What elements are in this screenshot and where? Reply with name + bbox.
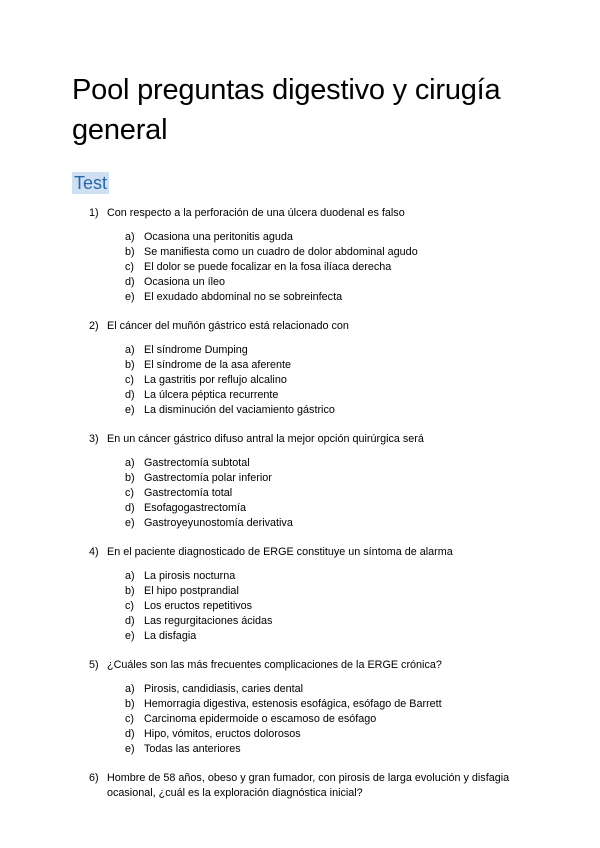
question-text: Con respecto a la perforación de una úlcera duodenal es falso [107, 207, 405, 219]
option-letter: b) [125, 359, 135, 371]
answer-option [107, 629, 560, 644]
option-letter: e) [125, 517, 135, 529]
option-text: Hemorragia digestiva, estenosis esofágica, esófago de Barrett [144, 698, 442, 710]
answer-option [107, 569, 560, 584]
answer-options [107, 343, 560, 418]
answer-option [107, 697, 560, 712]
answer-option [107, 388, 560, 403]
question-number: 6) [89, 772, 99, 784]
option-letter: d) [125, 389, 135, 401]
option-letter: e) [125, 743, 135, 755]
option-text: Hipo, vómitos, eructos dolorosos [144, 728, 301, 740]
question-number: 3) [89, 433, 99, 445]
answer-option [107, 245, 560, 260]
option-letter: c) [125, 374, 134, 386]
answer-option [107, 682, 560, 697]
option-letter: e) [125, 291, 135, 303]
question-list [72, 206, 560, 801]
answer-option [107, 516, 560, 531]
option-text: Se manifiesta como un cuadro de dolor abdominal agudo [144, 246, 418, 258]
option-letter: c) [125, 261, 134, 273]
answer-option [107, 403, 560, 418]
question-text: ¿Cuáles son las más frecuentes complicaciones de la ERGE crónica? [107, 659, 442, 671]
option-text: El dolor se puede focalizar en la fosa ilíaca derecha [144, 261, 392, 273]
answer-option [107, 486, 560, 501]
option-letter: d) [125, 728, 135, 740]
option-letter: b) [125, 246, 135, 258]
question-text: Hombre de 58 años, obeso y gran fumador, con pirosis de larga evolución y disfagia ocasional, ¿cuál es la exploración diagnóstica inicial? [107, 772, 510, 799]
option-text: El síndrome Dumping [144, 344, 248, 356]
option-letter: e) [125, 630, 135, 642]
option-text: El exudado abdominal no se sobreinfecta [144, 291, 343, 303]
option-text: Ocasiona una peritonitis aguda [144, 231, 293, 243]
question-text: En un cáncer gástrico difuso antral la mejor opción quirúrgica será [107, 433, 424, 445]
option-letter: a) [125, 344, 135, 356]
question-text: En el paciente diagnosticado de ERGE constituye un síntoma de alarma [107, 546, 453, 558]
document-title-line-2: general [72, 114, 168, 146]
answer-option [107, 727, 560, 742]
question-item [72, 771, 560, 801]
option-letter: d) [125, 502, 135, 514]
answer-option [107, 275, 560, 290]
option-text: Las regurgitaciones ácidas [144, 615, 273, 627]
option-letter: d) [125, 615, 135, 627]
answer-option [107, 584, 560, 599]
answer-option [107, 471, 560, 486]
answer-option [107, 230, 560, 245]
question-item [72, 319, 560, 418]
option-text: Carcinoma epidermoide o escamoso de esófago [144, 713, 377, 725]
answer-option [107, 260, 560, 275]
option-letter: b) [125, 585, 135, 597]
question-item [72, 658, 560, 757]
answer-options [107, 682, 560, 757]
option-text: Gastrectomía subtotal [144, 457, 250, 469]
answer-option [107, 742, 560, 757]
option-letter: a) [125, 457, 135, 469]
question-item [72, 206, 560, 305]
option-letter: c) [125, 487, 134, 499]
option-text: Pirosis, candidiasis, caries dental [144, 683, 304, 695]
question-number: 2) [89, 320, 99, 332]
question-number: 4) [89, 546, 99, 558]
option-text: Ocasiona un íleo [144, 276, 226, 288]
document-title [72, 70, 560, 150]
answer-option [107, 712, 560, 727]
option-letter: b) [125, 698, 135, 710]
option-text: Gastrectomía polar inferior [144, 472, 272, 484]
option-text: Esofagogastrectomía [144, 502, 247, 514]
answer-option [107, 373, 560, 388]
answer-option [107, 599, 560, 614]
question-number: 1) [89, 207, 99, 219]
option-text: La disfagia [144, 630, 197, 642]
document-title-line-1: Pool preguntas digestivo y cirugía [72, 74, 501, 106]
question-item [72, 545, 560, 644]
option-text: El hipo postprandial [144, 585, 239, 597]
option-text: Los eructos repetitivos [144, 600, 253, 612]
option-letter: b) [125, 472, 135, 484]
option-letter: a) [125, 570, 135, 582]
option-letter: c) [125, 600, 134, 612]
question-number: 5) [89, 659, 99, 671]
option-letter: a) [125, 683, 135, 695]
answer-option [107, 290, 560, 305]
option-letter: a) [125, 231, 135, 243]
answer-option [107, 501, 560, 516]
answer-options [107, 569, 560, 644]
option-text: Todas las anteriores [144, 743, 241, 755]
option-text: El síndrome de la asa aferente [144, 359, 292, 371]
option-text: La gastritis por reflujo alcalino [144, 374, 287, 386]
option-text: La disminución del vaciamiento gástrico [144, 404, 335, 416]
answer-option [107, 343, 560, 358]
answer-options [107, 456, 560, 531]
answer-options [107, 230, 560, 305]
option-text: Gastroyeyunostomía derivativa [144, 517, 293, 529]
option-letter: d) [125, 276, 135, 288]
answer-option [107, 358, 560, 373]
option-letter: c) [125, 713, 134, 725]
question-text: El cáncer del muñón gástrico está relacionado con [107, 320, 349, 332]
answer-option [107, 614, 560, 629]
section-heading: Test [74, 173, 108, 193]
answer-option [107, 456, 560, 471]
option-text: Gastrectomía total [144, 487, 233, 499]
option-text: La úlcera péptica recurrente [144, 389, 279, 401]
question-item [72, 432, 560, 531]
option-letter: e) [125, 404, 135, 416]
option-text: La pirosis nocturna [144, 570, 236, 582]
